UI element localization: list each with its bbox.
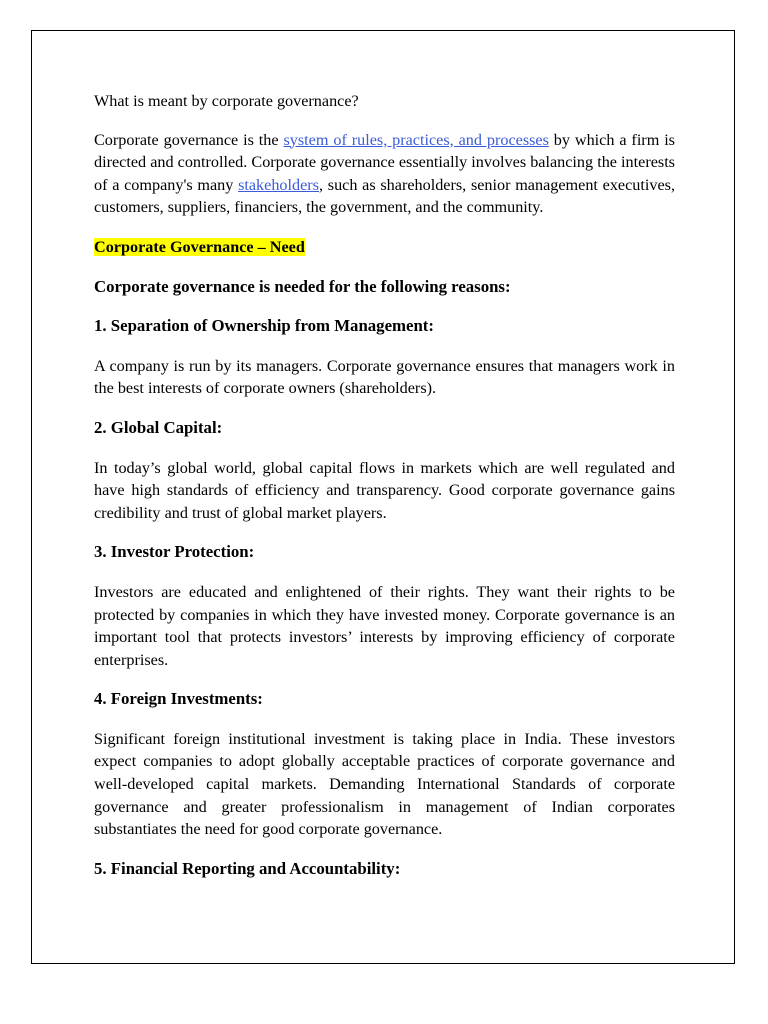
document-page	[31, 30, 735, 964]
rules-practices-link[interactable]: system of rules, practices, and processes	[283, 130, 549, 149]
section-1-heading: 1. Separation of Ownership from Management:	[94, 316, 434, 336]
section-3-heading: 3. Investor Protection:	[94, 542, 255, 562]
intro-text-3: , such as shareholders, senior management executives, customers, suppliers, financiers, the government, and the community.	[94, 175, 676, 217]
section-4-heading: 4. Foreign Investments:	[94, 689, 263, 709]
question-line: What is meant by corporate governance?	[94, 92, 359, 110]
section-2-heading: 2. Global Capital:	[94, 417, 223, 437]
section-4-body: Significant foreign institutional investment is taking place in India. These investors expect companies to adopt globally acceptable practices of corporate governance and well-developed capital markets. Demanding International Standards of corporate governance and greater professionalism in management of Indian corporates substantiates the need for good corporate governance.	[94, 729, 675, 839]
section-2-body: In today’s global world, global capital flows in markets which are well regulated and have high standards of efficiency and transparency. Good corporate governance gains credibility and trust of global market players.	[94, 458, 675, 522]
section-5-heading: 5. Financial Reporting and Accountability:	[94, 858, 401, 878]
document-body	[94, 90, 675, 880]
need-heading: Corporate Governance – Need	[94, 237, 305, 256]
reasons-heading: Corporate governance is needed for the following reasons:	[94, 276, 511, 296]
intro-text-2: by which a firm is directed and controlled. Corporate governance essentially involves balancing the interests of a company's many	[94, 130, 675, 194]
section-3-body: Investors are educated and enlightened of their rights. They want their rights to be protected by companies in which they have invested money. Corporate governance is an important tool that protects investors’ interests by improving efficiency of corporate enterprises.	[94, 582, 675, 669]
need-heading-line	[94, 236, 675, 259]
section-1-body: A company is run by its managers. Corporate governance ensures that managers work in the best interests of corporate owners (shareholders).	[94, 356, 675, 398]
intro-text-1: Corporate governance is the	[94, 130, 284, 149]
intro-paragraph	[94, 129, 675, 219]
stakeholders-link[interactable]: stakeholders	[238, 175, 319, 194]
